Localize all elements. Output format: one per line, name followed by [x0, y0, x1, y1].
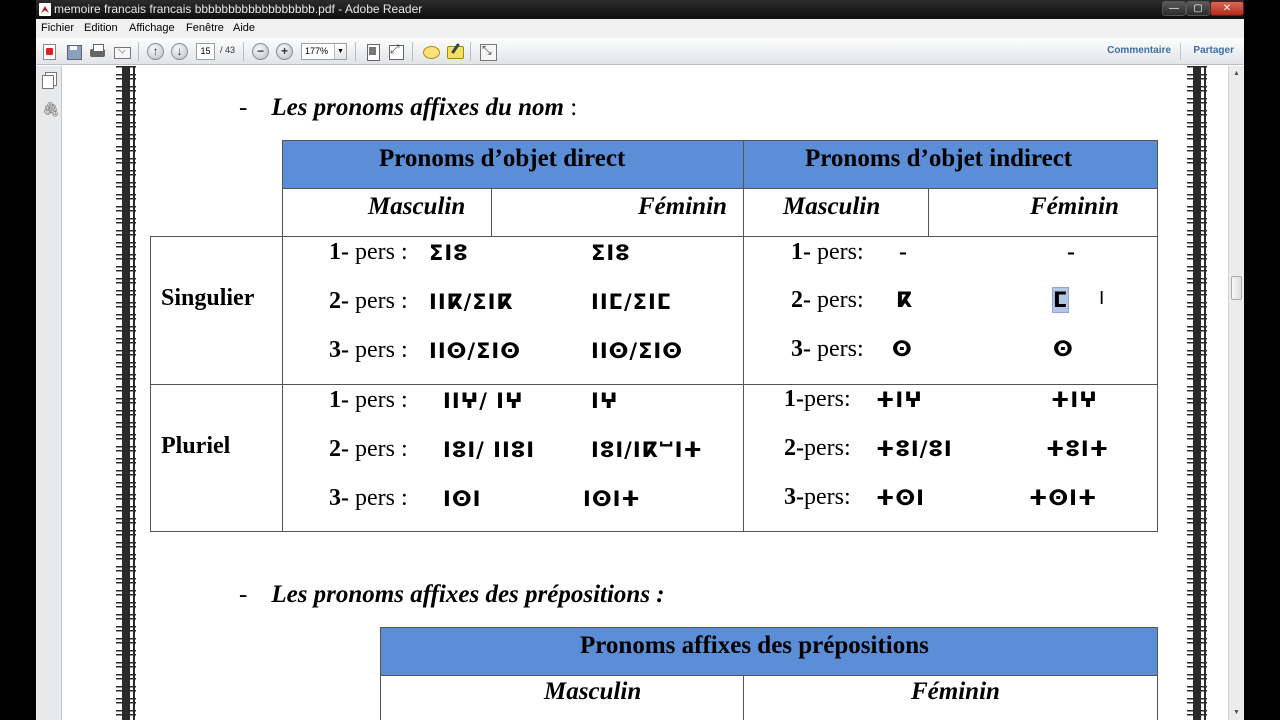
header-direct-label: Pronoms d’objet direct [379, 145, 626, 172]
direct-row-label: 3- pers : [329, 337, 408, 363]
fit-width-icon[interactable] [387, 43, 404, 60]
comment-pane-button[interactable]: Commentaire [1107, 45, 1171, 56]
maximize-button[interactable]: ▢ [1186, 1, 1210, 16]
masculin-direct-label: Masculin [368, 193, 466, 220]
previous-page-icon[interactable]: ↑ [147, 43, 164, 60]
menu-edition[interactable]: Edition [84, 22, 118, 34]
scroll-up-icon[interactable]: ▲ [1233, 70, 1240, 77]
direct-masc-affix: ⵏⵏⵙ/ⵉⵏⵙ [429, 339, 521, 363]
table2-feminin-label: Féminin [911, 678, 1000, 705]
vertical-scrollbar[interactable] [1228, 66, 1244, 720]
direct-masc-affix: ⵏⵓⵏ/ ⵏⵏⵓⵏ [443, 438, 536, 462]
indirect-fem-affix: - [1067, 239, 1075, 265]
letterbox-right [1244, 0, 1280, 720]
pages-icon[interactable] [42, 72, 55, 87]
masculin-indirect-label: Masculin [783, 193, 881, 220]
close-button[interactable]: ✕ [1210, 1, 1244, 16]
page-number-input[interactable]: 15 [196, 43, 215, 60]
menu-bar [36, 19, 1244, 38]
toolbar-separator [138, 42, 139, 61]
indirect-masc-affix: ⵜⵙⵏ [876, 486, 925, 510]
heading-affixes-du-nom: - Les pronoms affixes du nom : [239, 94, 578, 121]
share-pane-button[interactable]: Partager [1193, 45, 1234, 56]
feminin-indirect-label: Féminin [1030, 193, 1119, 220]
indirect-fem-affix: ⵙ [1053, 337, 1074, 361]
indirect-row-label: 3-pers: [784, 484, 851, 510]
email-icon[interactable] [113, 43, 130, 60]
document-content [63, 66, 1228, 720]
menu-fichier[interactable]: Fichier [41, 22, 75, 34]
direct-row-label: 3- pers : [329, 485, 408, 511]
indirect-masc-affix: - [899, 239, 907, 265]
indirect-row-label: 3- pers: [791, 336, 864, 362]
direct-row-label: 1- pers : [329, 387, 408, 413]
table2-header-label: Pronoms affixes des prépositions [580, 632, 929, 659]
zoom-select[interactable] [301, 43, 347, 60]
scroll-down-icon[interactable]: ▼ [1233, 709, 1240, 716]
header-indirect-label: Pronoms d’objet indirect [805, 145, 1073, 172]
adobe-reader-window [36, 0, 1244, 720]
feminin-direct-label: Féminin [638, 193, 727, 220]
pluriel-label: Pluriel [161, 433, 231, 459]
navigation-panel [36, 66, 62, 720]
zoom-value: 177% [305, 46, 329, 56]
save-icon[interactable] [65, 43, 82, 60]
direct-fem-affix: ⵉⵏⵓ [591, 241, 631, 265]
adobe-reader-icon [39, 3, 51, 16]
zoom-in-icon[interactable]: + [276, 43, 293, 60]
direct-masc-affix: ⵉⵏⵓ [429, 241, 469, 265]
direct-masc-affix: ⵏⵏⴽ/ⵉⵏⴽ [429, 290, 514, 314]
title-bar[interactable] [36, 0, 1244, 19]
minimize-button[interactable]: — [1162, 1, 1186, 16]
direct-row-label: 1- pers : [329, 239, 408, 265]
window-title: memoire francais francais bbbbbbbbbbbbbbbbbb.pdf - Adobe Reader [54, 2, 423, 16]
indirect-fem-affix: ⵎ [1053, 288, 1069, 312]
direct-masc-affix: ⵏⵏⵖ/ ⵏⵖ [443, 389, 524, 413]
indirect-fem-affix: ⵜⵓⵏⵜ [1046, 437, 1110, 461]
comment-icon[interactable] [422, 43, 439, 60]
document-page[interactable] [63, 66, 1228, 720]
indirect-masc-affix: ⵜⵏⵖ [876, 388, 923, 412]
indirect-row-label: 2-pers: [784, 435, 851, 461]
page-total: / 43 [220, 45, 236, 55]
fit-page-icon[interactable] [364, 43, 381, 60]
indirect-row-label: 2- pers: [791, 287, 864, 313]
indirect-fem-affix: ⵜⵏⵖ [1051, 388, 1098, 412]
attachment-icon[interactable]: 🖇 [42, 101, 60, 117]
direct-fem-affix: ⵏⵏⵎ/ⵉⵏⵎ [591, 290, 673, 314]
indirect-fem-affix: ⵜⵙⵏⵜ [1029, 486, 1098, 510]
full-screen-icon[interactable] [479, 43, 496, 60]
heading-affixes-prepositions: - Les pronoms affixes des prépositions : [239, 581, 665, 608]
create-pdf-icon[interactable] [41, 43, 58, 60]
indirect-row-label: 1-pers: [784, 386, 851, 412]
next-page-icon[interactable]: ↓ [171, 43, 188, 60]
toolbar-separator [243, 42, 244, 61]
direct-fem-affix: ⵏⵓⵏ/ⵏⴽⵯⵏⵜ [591, 438, 703, 462]
direct-fem-affix: ⵏⵙⵏⵜ [583, 487, 641, 511]
toolbar-separator [355, 42, 356, 61]
print-icon[interactable] [89, 43, 106, 60]
letterbox-left [0, 0, 36, 720]
text-cursor-icon: I [1099, 288, 1105, 309]
table2-masculin-label: Masculin [544, 678, 642, 705]
indirect-masc-affix: ⵜⵓⵏ/ⵓⵏ [876, 437, 953, 461]
zoom-out-icon[interactable]: − [252, 43, 269, 60]
direct-masc-affix: ⵏⵙⵏ [443, 487, 482, 511]
indirect-masc-affix: ⴽ [896, 288, 913, 312]
menu-fenetre[interactable]: Fenêtre [186, 22, 224, 34]
toolbar-separator [470, 42, 471, 61]
direct-fem-affix: ⵏⵏⵙ/ⵉⵏⵙ [591, 339, 683, 363]
singulier-label: Singulier [161, 285, 255, 311]
direct-row-label: 2- pers : [329, 436, 408, 462]
menu-aide[interactable]: Aide [233, 22, 256, 34]
direct-fem-affix: ⵏⵖ [591, 389, 619, 413]
toolbar-separator [412, 42, 413, 61]
indirect-row-label: 1- pers: [791, 239, 864, 265]
indirect-masc-affix: ⵙ [892, 337, 913, 361]
highlight-icon[interactable] [446, 43, 463, 60]
chevron-down-icon[interactable]: ▼ [334, 44, 346, 59]
direct-row-label: 2- pers : [329, 288, 408, 314]
toolbar [36, 38, 1244, 65]
toolbar-separator [1180, 43, 1181, 60]
scrollbar-thumb[interactable] [1231, 276, 1242, 300]
menu-affichage[interactable]: Affichage [129, 22, 175, 34]
